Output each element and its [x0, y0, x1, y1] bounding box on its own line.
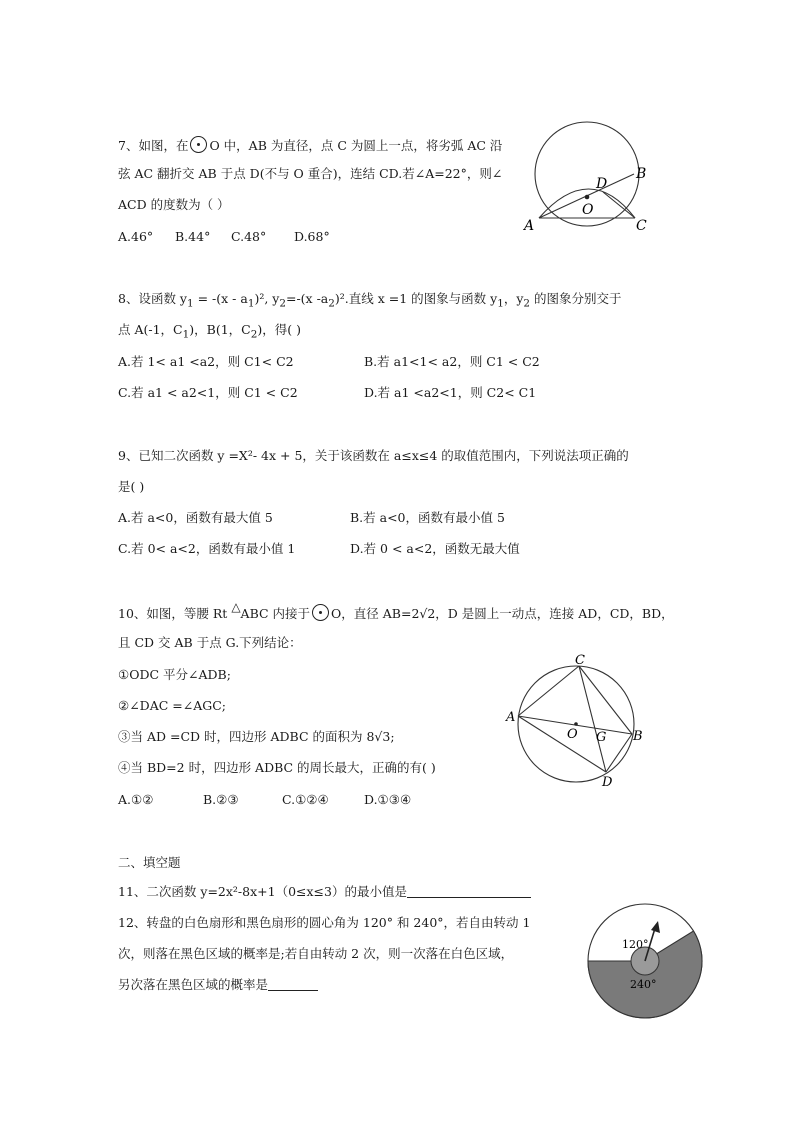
section-2-title: 二、填空题 — [118, 855, 181, 870]
q7-label-a: A — [524, 218, 535, 234]
q10-option-d: D.①③④ — [364, 792, 412, 807]
q7-label-o: O — [582, 202, 594, 218]
q7-option-d: D.68° — [294, 229, 330, 244]
q12-spinner-figure — [580, 896, 710, 1021]
q8-line2: 点 A(-1，$C_1$)，B(1，$C_2$)，得( ) — [118, 322, 301, 341]
q10-label-g: G — [596, 730, 607, 745]
q7-line3: ACD 的度数为（ ） — [118, 197, 230, 212]
q10-label-o: O — [567, 727, 578, 742]
q9-option-a: A.若 a<0，函数有最大值 5 — [118, 510, 273, 525]
circle-o-symbol — [190, 136, 207, 153]
q12-line1: 12、转盘的白色扇形和黑色扇形的圆心角为 120° 和 240°，若自由转动 1 — [118, 915, 531, 930]
q9-option-b: B.若 a<0，函数有最小值 5 — [350, 510, 505, 525]
q12-label-black: 240° — [630, 978, 657, 991]
q9-option-d: D.若 0 < a<2，函数无最大值 — [350, 541, 520, 556]
q7-line2: 弦 AC 翻折交 AB 于点 D(不与 O 重合)，连结 CD.若∠A=22°，则∠ — [118, 166, 503, 181]
circle-o-symbol — [312, 604, 329, 621]
q10-label-a: A — [506, 710, 516, 725]
q7-option-a: A.46° — [118, 229, 154, 244]
q7-option-c: C.48° — [231, 229, 267, 244]
q7-figure — [520, 118, 670, 238]
q12-line2: 次，则落在黑色区域的概率是;若自由转动 2 次，则一次落在白色区域， — [118, 946, 514, 961]
q10-statement-3: ③当 AD =CD 时，四边形 ADBC 的面积为 8√3; — [118, 729, 395, 744]
q10-option-c: C.①②④ — [282, 792, 329, 807]
q8-option-a: A.若 1< a1 <a2，则 C1< C2 — [118, 354, 294, 369]
q8-option-b: B.若 a1<1< a2，则 C1 < C2 — [364, 354, 540, 369]
q10-line1: 10、如图，等腰 Rt △ABC 内接于 O，直径 AB=2√2，D 是圆上一动点，连接 AD，CD，BD， — [118, 600, 674, 621]
q10-option-b: B.②③ — [203, 792, 239, 807]
q11-line: 11、二次函数 y=2x²-8x+1（0≤x≤3）的最小值是 — [118, 884, 531, 900]
q10-figure — [500, 652, 650, 794]
q8-option-c: C.若 a1 < a2<1，则 C1 < C2 — [118, 385, 298, 400]
q10-option-a: A.①② — [118, 792, 154, 807]
q9-line2: 是( ) — [118, 479, 145, 494]
q9-option-c: C.若 0< a<2，函数有最小值 1 — [118, 541, 296, 556]
q10-statement-4: ④当 BD=2 时，四边形 ADBC 的周长最大，正确的有( ) — [118, 760, 436, 775]
q7-line1: 7、如图，在 O 中，AB 为直径，点 C 为圆上一点，将劣弧 AC 沿 — [118, 138, 503, 153]
q12-line3: 另次落在黑色区域的概率是 — [118, 977, 318, 993]
q8-line1: 8、设函数 $y_1 = -(x - a_1)^2$, $y_2=-(x$ $-a_2)^2$.直线 x =1 的图象与函数 $y_1$，$y_2$ 的图象分别交于 — [118, 291, 622, 310]
q10-statement-2: ②∠DAC =∠AGC; — [118, 698, 227, 713]
q9-line1: 9、已知二次函数 y =X²- 4x + 5，关于该函数在 a≤x≤4 的取值范围内，下列说法项正确的 — [118, 448, 629, 463]
q11-answer-blank[interactable] — [407, 885, 531, 898]
q7-label-b: B — [636, 166, 647, 182]
q10-line2: 且 CD 交 AB 于点 G.下列结论： — [118, 635, 302, 650]
q10-label-b: B — [633, 729, 643, 744]
q10-label-c: C — [575, 653, 585, 668]
q7-label-d: D — [596, 176, 608, 192]
q7-option-b: B.44° — [175, 229, 211, 244]
q7-label-c: C — [636, 218, 647, 234]
q12-answer-blank[interactable] — [268, 978, 318, 991]
q8-option-d: D.若 a1 <a2<1，则 C2< C1 — [364, 385, 537, 400]
triangle-symbol: △ — [231, 600, 241, 614]
q12-label-white: 120° — [622, 938, 649, 951]
q10-label-d: D — [602, 775, 613, 790]
q10-statement-1: ①ODC 平分∠ADB; — [118, 667, 231, 682]
